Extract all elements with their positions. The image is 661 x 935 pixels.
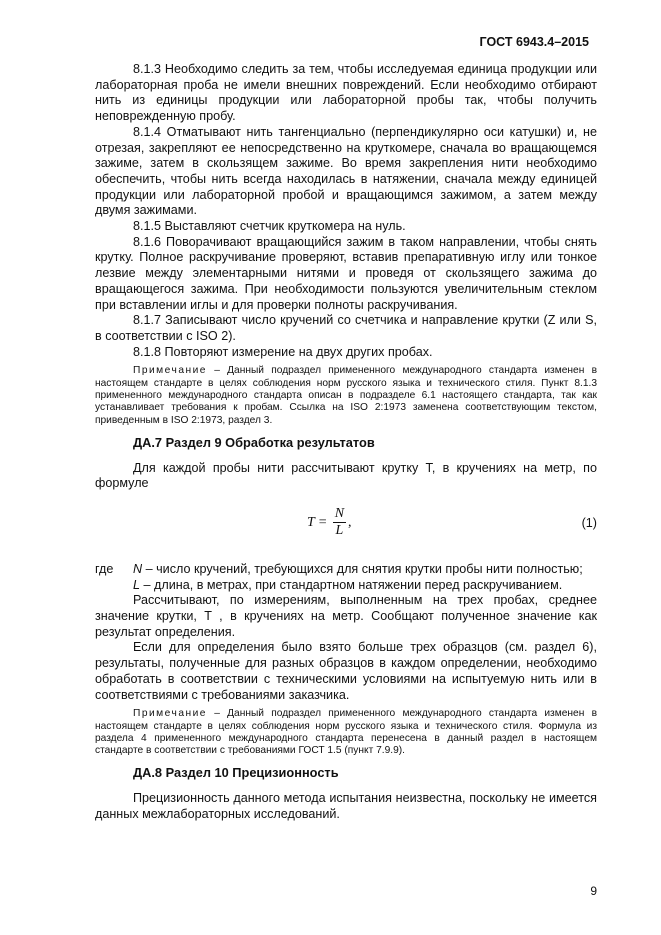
- paragraph-8-1-4: 8.1.4 Отматывают нить тангенциально (перпендикулярно оси катушки) и, не отрезая, закрепляют ее непосредственно на круткомере, сначала во вращающемся зажиме, затем в скользящем зажиме. Во время закрепления нити необходимо обеспечить, чтобы нить всегда находилась в натяжении, сначала между единицей продукции или лабораторной пробой и вращающимся зажимом, а затем между двумя зажимами.: [95, 124, 597, 218]
- note-2: [95, 708, 597, 757]
- note-2-text: – Данный подраздел примененного международного стандарта изменен в настоящем стандарте в целях соблюдения норм русского языка и технического стиля. Формула из раздела 4 примененного международного стандарта перенесена в данный раздел в настоящем стандарте в соответствии с требованиями ГОСТ 1.5 (пункт 7.9.9).: [95, 708, 597, 757]
- formula-denominator: L: [335, 522, 344, 538]
- where-n-symbol: N: [133, 561, 143, 576]
- note-2-label: Примечание: [133, 708, 207, 720]
- formula-comma: ,: [348, 514, 352, 530]
- formula: [307, 506, 352, 539]
- paragraph-precision: Прецизионность данного метода испытания неизвестна, поскольку не имеется данных межлабораторных исследований.: [95, 791, 597, 821]
- section-heading-da7: ДА.7 Раздел 9 Обработка результатов: [133, 434, 375, 450]
- paragraph-8-1-5: 8.1.5 Выставляют счетчик круткомера на нуль.: [133, 219, 406, 234]
- where-n-text: – число кручений, требующихся для снятия крутки пробы нити полностью;: [142, 561, 583, 576]
- where-n: [95, 562, 597, 578]
- paragraph-8-1-8: 8.1.8 Повторяют измерение на двух других пробах.: [133, 344, 433, 359]
- formula-block: [95, 500, 597, 560]
- where-l: [133, 578, 597, 594]
- paragraph-8-1-7: 8.1.7 Записывают число кручений со счетчика и направление крутки (Z или S, в соответствии с ISO 2).: [95, 313, 597, 343]
- paragraph-mean: Рассчитывают, по измерениям, выполненным на трех пробах, среднее значение крутки, T , в кручениях на метр. Сообщают полученное значение как результат определения.: [95, 593, 597, 639]
- formula-numerator: N: [334, 505, 345, 521]
- page-number: 9: [590, 884, 597, 898]
- where-l-symbol: L: [133, 577, 141, 592]
- formula-number: (1): [581, 515, 597, 530]
- formula-equals: =: [318, 514, 327, 530]
- note-1-text: – Данный подраздел примененного международного стандарта изменен в настоящем стандарте в целях соблюдения норм русского языка и технического стиля. Пункт 8.1.3 примененного международного стандарта описан в подразделе 6.1 настоящего стандарта, так как устанавливает требования к пробам. Ссылка на ISO 2:1973 заменена соответствующим текстом, приведенным в ISO 2:1973, раздел 3.: [95, 365, 597, 426]
- formula-lhs: T: [307, 514, 315, 530]
- paragraph-8-1-3: 8.1.3 Необходимо следить за тем, чтобы исследуемая единица продукции или лабораторная проба не имели внешних повреждений. Если необходимо отбирают нить из единицы продукции или лабораторной пробы так, чтобы получить неповрежденную пробу.: [95, 62, 597, 124]
- note-1: [95, 365, 597, 426]
- note-1-label: Примечание: [133, 365, 207, 377]
- paragraph-8-1-6: 8.1.6 Поворачивают вращающийся зажим в таком направлении, чтобы снять крутку. Полное раскручивание проверяют, вставив препаративную иглу или тонкое лезвие между элементарными нитями и проведя от скользящего зажима до вращающегося зажима. При необходимости пользуются увеличительным стеклом при вставлении иглы и для проверки полноты раскручивания.: [95, 234, 597, 312]
- formula-intro: Для каждой пробы нити рассчитывают крутку T, в кручениях на метр, по формуле: [95, 460, 597, 491]
- section-heading-da8: ДА.8 Раздел 10 Прецизионность: [133, 765, 339, 781]
- paragraph-more-samples: Если для определения было взято больше трех образцов (см. раздел 6), результаты, полученные для разных образцов в каждом определении, необходимо обработать в соответствии с техническими условиями на испытуемую нить или в соответствиями с требованиями заказчика.: [95, 640, 597, 702]
- where-word: где: [95, 561, 114, 576]
- standard-header: ГОСТ 6943.4–2015: [479, 35, 589, 49]
- formula-fraction: [333, 506, 346, 539]
- where-l-text: – длина, в метрах, при стандартном натяжении перед раскручиванием.: [140, 577, 563, 592]
- page-content: [95, 62, 597, 823]
